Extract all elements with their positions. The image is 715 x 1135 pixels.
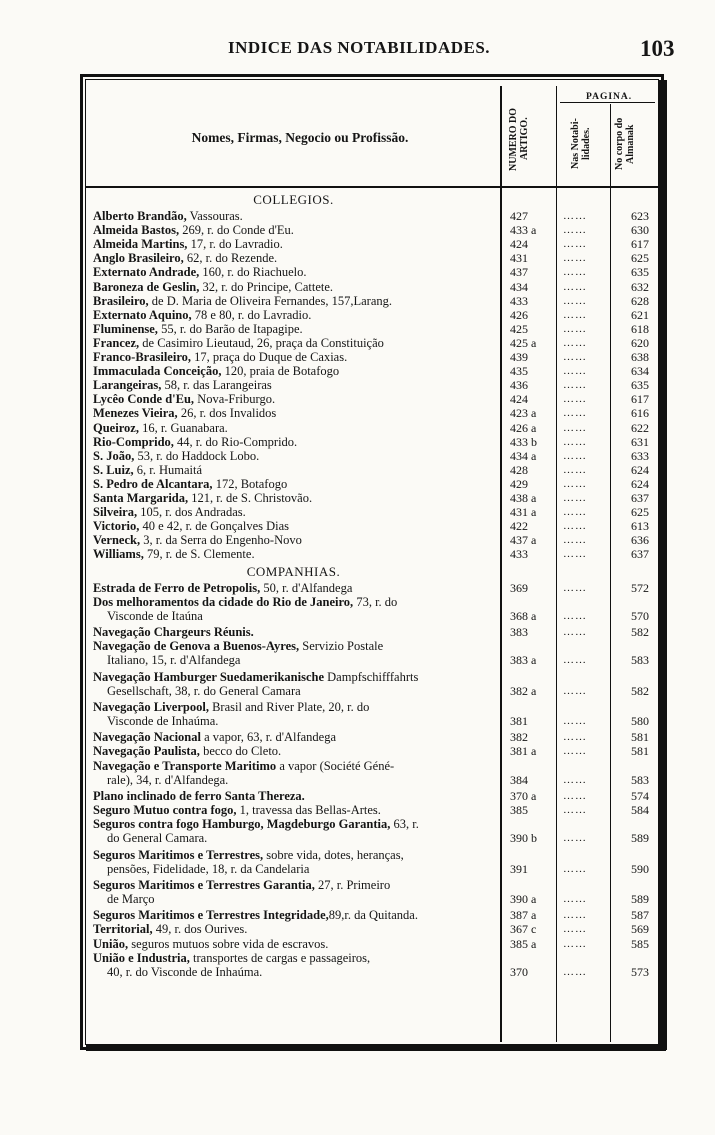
entry-detail: 55, r. do Barão de Itapagipe. <box>157 321 303 336</box>
almanak-page: 625 <box>631 251 649 266</box>
entry-name: Fluminense, <box>93 321 158 336</box>
almanak-page: 634 <box>631 364 649 379</box>
entry-detail: 121, r. de S. Christovão. <box>188 491 313 505</box>
entry-text <box>93 951 497 965</box>
almanak-page: 580 <box>631 714 649 728</box>
artigo-number: 424 <box>510 237 528 252</box>
artigo-number: 385 a <box>510 936 537 951</box>
entry-detail: 16, r. Guanabara. <box>138 420 228 435</box>
almanak-page: 573 <box>631 964 649 979</box>
leader-dots: …… <box>563 435 587 448</box>
leader-dots: …… <box>563 421 587 434</box>
almanak-page: 637 <box>631 547 649 562</box>
leader-dots: …… <box>563 654 587 667</box>
column-heading-pagina: PAGINA. <box>586 92 633 102</box>
entry-text <box>93 759 497 773</box>
entry-name: Lycêo Conde d'Eu, <box>93 392 195 407</box>
almanak-page: 633 <box>631 448 649 463</box>
column-divider-names <box>500 86 502 1042</box>
entry-name: Verneck, <box>93 533 141 548</box>
almanak-page: 581 <box>631 744 649 759</box>
entry-name: Francez, <box>93 335 140 350</box>
column-heading-almanak: No corpo do Almanak <box>614 117 636 171</box>
artigo-number: 431 a <box>510 505 537 520</box>
entry-name: Navegação Chargeurs Réunis. <box>93 625 254 639</box>
entry-text <box>93 700 497 714</box>
leader-dots: …… <box>563 224 587 237</box>
entry-name: Williams, <box>93 547 144 562</box>
entry-detail: 50, r. d'Alfandega <box>260 580 353 595</box>
artigo-number: 437 <box>510 265 528 280</box>
artigo-number: 387 a <box>510 908 537 923</box>
entry-name: Navegação Liverpool, <box>93 699 209 714</box>
entry-text <box>93 670 497 684</box>
artigo-number: 383 <box>510 625 528 639</box>
leader-dots: …… <box>563 407 587 420</box>
entry-name: S. Pedro de Alcantara, <box>93 476 213 491</box>
frame-shadow-right <box>658 80 667 1050</box>
leader-dots: …… <box>563 379 587 392</box>
leader-dots: …… <box>563 336 587 349</box>
entry-name: Externato Aquino, <box>93 307 192 322</box>
leader-dots: …… <box>563 715 587 727</box>
entry-detail: 73, r. do <box>353 594 398 609</box>
entry-text <box>93 908 497 922</box>
leader-dots: …… <box>563 937 587 950</box>
entry-text <box>93 209 497 223</box>
artigo-number: 422 <box>510 519 528 534</box>
entry-name: Queiroz, <box>93 420 139 435</box>
entry-text <box>93 744 497 758</box>
entry-detail: 89,r. da Quitanda. <box>328 908 418 923</box>
entry-detail: 172, Botafogo <box>212 476 288 491</box>
entry-text <box>93 350 497 364</box>
artigo-number: 370 <box>510 964 528 979</box>
entry-name: Navegação de Genova a Buenos-Ayres, <box>93 639 300 654</box>
artigo-number: 427 <box>510 209 528 223</box>
artigo-number: 433 <box>510 547 528 562</box>
almanak-page: 569 <box>631 922 649 937</box>
artigo-number: 433 b <box>510 434 537 449</box>
almanak-page: 581 <box>631 730 649 745</box>
leader-dots: …… <box>563 322 587 335</box>
entry-detail: 3, r. da Serra do Engenho-Novo <box>140 533 302 548</box>
almanak-page: 590 <box>631 861 649 876</box>
artigo-number: 390 b <box>510 831 537 846</box>
entry-detail: 120, praia de Botafogo <box>221 364 340 379</box>
leader-dots: …… <box>563 832 587 845</box>
entry-text <box>93 817 497 831</box>
entry-name: Navegação Hamburger Suedamerikanische <box>93 669 325 684</box>
almanak-page: 628 <box>631 293 649 308</box>
almanak-page: 589 <box>631 892 649 906</box>
almanak-page: 631 <box>631 434 649 449</box>
artigo-number: 391 <box>510 861 528 876</box>
almanak-page: 572 <box>631 580 649 595</box>
artigo-number: 437 a <box>510 533 537 548</box>
entry-detail: 58, r. das Larangeiras <box>161 378 272 393</box>
almanak-page: 574 <box>631 788 649 803</box>
artigo-number: 424 <box>510 392 528 407</box>
pagina-rule <box>560 102 655 103</box>
leader-dots: …… <box>563 862 587 875</box>
entry-text <box>93 251 497 265</box>
entry-detail: Vassouras. <box>186 209 243 223</box>
leader-dots: …… <box>563 520 587 533</box>
entry-name: Estrada de Ferro de Petropolis, <box>93 580 261 595</box>
entry-text <box>93 477 497 491</box>
entry-detail: Brasil and River Plate, 20, r. do <box>208 699 370 714</box>
leader-dots: …… <box>563 238 587 251</box>
almanak-page: 618 <box>631 321 649 336</box>
almanak-page: 587 <box>631 908 649 923</box>
leader-dots: …… <box>563 731 587 744</box>
leader-dots: …… <box>563 893 587 905</box>
entry-text <box>93 392 497 406</box>
entry-name: Alberto Brandão, <box>93 209 187 223</box>
entry-detail: 17, praça do Duque de Caxias. <box>191 350 348 364</box>
entry-text <box>93 378 497 392</box>
entry-name: Anglo Brasileiro, <box>93 251 184 266</box>
leader-dots: …… <box>563 351 587 363</box>
entry-text <box>93 265 497 279</box>
artigo-number: 426 a <box>510 420 537 435</box>
artigo-number: 382 <box>510 730 528 745</box>
artigo-number: 390 a <box>510 892 537 906</box>
artigo-number: 382 a <box>510 683 537 698</box>
entry-name: Baroneza de Geslin, <box>93 279 200 294</box>
almanak-page: 616 <box>631 406 649 421</box>
entry-text <box>93 922 497 936</box>
entry-name: Silveira, <box>93 505 138 520</box>
entry-text <box>93 581 497 595</box>
almanak-page: 636 <box>631 533 649 548</box>
entry-detail: 78 e 80, r. do Lavradio. <box>191 307 312 322</box>
entry-name: Dos melhoramentos da cidade do Rio de Janeiro, <box>93 594 354 609</box>
artigo-number: 425 a <box>510 335 537 350</box>
entry-text <box>93 237 497 251</box>
almanak-page: 617 <box>631 237 649 252</box>
almanak-page: 632 <box>631 279 649 294</box>
leader-dots: …… <box>563 909 587 922</box>
entry-name: Seguros contra fogo Hamburgo, Magdeburgo Garantia, <box>93 817 391 832</box>
entry-detail: 53, r. do Haddock Lobo. <box>134 448 260 463</box>
leader-dots: …… <box>563 210 587 222</box>
entry-continuation: de Março <box>107 892 155 906</box>
almanak-page: 637 <box>631 491 649 505</box>
artigo-number: 434 a <box>510 448 537 463</box>
entry-text <box>93 294 497 308</box>
almanak-page: 585 <box>631 936 649 951</box>
entry-text <box>93 336 497 350</box>
entry-detail: 44, r. do Rio-Comprido. <box>173 434 298 449</box>
entry-text <box>93 491 497 505</box>
entry-text <box>93 803 497 817</box>
almanak-page: 638 <box>631 350 649 364</box>
almanak-page: 584 <box>631 803 649 817</box>
entry-text <box>93 223 497 237</box>
entry-detail: a vapor, 63, r. d'Alfandega <box>200 730 337 745</box>
artigo-number: 433 a <box>510 223 537 238</box>
entry-detail: 160, r. do Riachuelo. <box>199 265 307 280</box>
almanak-page: 589 <box>631 831 649 846</box>
entry-detail: 62, r. do Rezende. <box>183 251 278 266</box>
artigo-number: 383 a <box>510 653 537 668</box>
entry-text <box>93 625 497 639</box>
section-title: COMPANHIAS. <box>246 563 341 579</box>
artigo-number: 423 a <box>510 406 537 421</box>
frame-shadow-bottom <box>86 1044 666 1051</box>
artigo-number: 434 <box>510 279 528 294</box>
leader-dots: …… <box>563 280 587 293</box>
page-title: INDICE DAS NOTABILIDADES. <box>228 38 491 57</box>
leader-dots: …… <box>563 463 587 476</box>
almanak-page: 624 <box>631 462 649 477</box>
artigo-number: 384 <box>510 772 528 787</box>
almanak-page: 620 <box>631 335 649 350</box>
entry-detail: becco do Cleto. <box>199 744 282 759</box>
entry-continuation: Visconde de Inhaúma. <box>107 714 219 728</box>
almanak-page: 635 <box>631 378 649 393</box>
almanak-page: 625 <box>631 505 649 520</box>
entry-name: Navegação Nacional <box>93 730 201 745</box>
entry-name: Franco-Brasileiro, <box>93 350 192 364</box>
entry-detail: 79, r. de S. Clemente. <box>143 547 255 562</box>
leader-dots: …… <box>563 923 587 936</box>
artigo-number: 436 <box>510 378 528 393</box>
entry-continuation: Italiano, 15, r. d'Alfandega <box>107 653 241 668</box>
entry-name: Seguro Mutuo contra fogo, <box>93 803 237 817</box>
leader-dots: …… <box>563 804 587 816</box>
header-rule <box>86 186 658 188</box>
entry-detail: seguros mutuos sobre vida de escravos. <box>128 936 329 951</box>
entry-detail: 32, r. do Principe, Cattete. <box>199 279 334 294</box>
leader-dots: …… <box>563 393 587 406</box>
entry-name: Almeida Bastos, <box>93 223 180 238</box>
entry-detail: de Casimiro Lieutaud, 26, praça da Constituição <box>139 335 384 350</box>
entry-name: Navegação e Transporte Maritimo <box>93 758 277 773</box>
entry-name: Rio-Comprido, <box>93 434 174 449</box>
almanak-page: 583 <box>631 772 649 787</box>
entry-detail: 17, r. do Lavradio. <box>187 237 283 252</box>
leader-dots: …… <box>563 365 587 378</box>
entry-name: Larangeiras, <box>93 378 162 393</box>
artigo-number: 381 a <box>510 744 537 759</box>
leader-dots: …… <box>563 684 587 697</box>
entry-continuation: do General Camara. <box>107 831 208 846</box>
entry-detail: a vapor (Société Géné- <box>276 758 395 773</box>
entry-detail: 105, r. dos Andradas. <box>137 505 246 520</box>
entry-name: Almeida Martins, <box>93 237 188 252</box>
column-heading-artigo: NUMERO DO ARTIGO. <box>508 107 530 171</box>
entry-name: Brasileiro, <box>93 293 149 308</box>
entry-name: Externato Andrade, <box>93 265 200 280</box>
entry-text <box>93 547 497 561</box>
entry-detail: 49, r. dos Ourives. <box>152 922 248 937</box>
almanak-page: 617 <box>631 392 649 407</box>
entry-text <box>93 937 497 951</box>
column-divider-pagina <box>610 104 611 1042</box>
running-head <box>0 36 715 66</box>
artigo-number: 428 <box>510 462 528 477</box>
entry-name: S. Luiz, <box>93 462 134 477</box>
entry-detail: sobre vida, dotes, heranças, <box>263 847 404 862</box>
artigo-number: 431 <box>510 251 528 266</box>
leader-dots: …… <box>563 745 587 758</box>
leader-dots: …… <box>563 308 587 321</box>
entry-text <box>93 421 497 435</box>
artigo-number: 425 <box>510 321 528 336</box>
entry-text <box>93 322 497 336</box>
entry-text <box>93 505 497 519</box>
leader-dots: …… <box>563 965 587 978</box>
entry-detail: Servizio Postale <box>299 639 384 654</box>
page-number: 103 <box>640 36 675 61</box>
entry-detail: Dampfschifffahrts <box>324 669 419 684</box>
entry-text <box>93 848 497 862</box>
leader-dots: …… <box>563 449 587 462</box>
section-title: COLLEGIOS. <box>253 192 334 207</box>
almanak-page: 570 <box>631 608 649 623</box>
artigo-number: 435 <box>510 364 528 379</box>
artigo-number: 433 <box>510 293 528 308</box>
artigo-number: 369 <box>510 580 528 595</box>
artigo-number: 429 <box>510 476 528 491</box>
almanak-page: 582 <box>631 683 649 698</box>
column-divider-artigo <box>556 86 557 1042</box>
entry-continuation: Visconde de Itaúna <box>107 608 203 623</box>
artigo-number: 368 a <box>510 608 537 623</box>
entry-text <box>93 878 497 892</box>
entry-name: Victorio, <box>93 519 140 534</box>
entry-name: União, <box>93 936 129 951</box>
leader-dots: …… <box>563 581 587 594</box>
entry-text <box>93 280 497 294</box>
entry-detail: Nova-Friburgo. <box>194 392 276 407</box>
almanak-page: 582 <box>631 625 649 639</box>
entry-text <box>93 519 497 533</box>
entry-name: S. João, <box>93 448 135 463</box>
entry-detail: transportes de cargas e passageiros, <box>189 950 371 965</box>
leader-dots: …… <box>563 626 587 638</box>
entry-continuation: Gesellschaft, 38, r. do General Camara <box>107 683 301 698</box>
leader-dots: …… <box>563 534 587 547</box>
artigo-number: 426 <box>510 307 528 322</box>
entry-name: Territorial, <box>93 922 153 937</box>
entry-name: Seguros Maritimos e Terrestres Integridade, <box>93 908 329 923</box>
column-heading-notabilidades: Nas Notabi- lidades. <box>570 118 592 170</box>
leader-dots: …… <box>563 789 587 802</box>
entry-detail: 269, r. do Conde d'Eu. <box>179 223 294 238</box>
almanak-page: 630 <box>631 223 649 238</box>
column-heading-names: Nomes, Firmas, Negocio ou Profissão. <box>191 130 409 145</box>
leader-dots: …… <box>563 252 587 265</box>
almanak-page: 621 <box>631 307 649 322</box>
artigo-number: 367 c <box>510 922 537 937</box>
entry-text <box>93 595 497 609</box>
entry-name: Navegação Paulista, <box>93 744 200 759</box>
leader-dots: …… <box>563 773 587 786</box>
entry-continuation: pensões, Fidelidade, 18, r. da Candelaria <box>107 861 310 876</box>
leader-dots: …… <box>563 548 587 561</box>
entry-text <box>93 435 497 449</box>
leader-dots: …… <box>563 266 587 279</box>
entry-detail: 6, r. Humaitá <box>133 462 203 477</box>
entry-text <box>93 533 497 547</box>
almanak-page: 623 <box>631 209 649 223</box>
artigo-number: 438 a <box>510 491 537 505</box>
leader-dots: …… <box>563 506 587 519</box>
entry-text <box>93 406 497 420</box>
entry-detail: 40 e 42, r. de Gonçalves Dias <box>139 519 290 534</box>
leader-dots: …… <box>563 609 587 622</box>
entry-detail: 27, r. Primeiro <box>314 877 391 892</box>
entry-text <box>93 639 497 653</box>
entry-text <box>93 308 497 322</box>
entry-continuation: rale), 34, r. d'Alfandega. <box>107 772 229 787</box>
artigo-number: 381 <box>510 714 528 728</box>
entry-name: Santa Margarida, <box>93 491 189 505</box>
almanak-page: 583 <box>631 653 649 668</box>
almanak-page: 613 <box>631 519 649 534</box>
leader-dots: …… <box>563 492 587 504</box>
almanak-page: 622 <box>631 420 649 435</box>
entry-text <box>93 449 497 463</box>
almanak-page: 635 <box>631 265 649 280</box>
entry-name: Menezes Vieira, <box>93 406 178 421</box>
entry-detail: 63, r. <box>390 817 419 832</box>
entry-text <box>93 463 497 477</box>
leader-dots: …… <box>563 294 587 307</box>
artigo-number: 370 a <box>510 788 537 803</box>
artigo-number: 439 <box>510 350 528 364</box>
almanak-page: 624 <box>631 476 649 491</box>
leader-dots: …… <box>563 477 587 490</box>
entry-name: Immaculada Conceição, <box>93 364 222 379</box>
artigo-number: 385 <box>510 803 528 817</box>
entry-detail: de D. Maria de Oliveira Fernandes, 157,Larang. <box>148 293 392 308</box>
entry-continuation: 40, r. do Visconde de Inhaúma. <box>107 964 263 979</box>
entry-text <box>93 730 497 744</box>
entry-name: União e Industria, <box>93 950 190 965</box>
entry-text <box>93 789 497 803</box>
entry-name: Plano inclinado de ferro Santa Thereza. <box>93 788 305 803</box>
entry-detail: 26, r. dos Invalidos <box>177 406 277 421</box>
entry-name: Seguros Maritimos e Terrestres Garantia, <box>93 877 315 892</box>
entry-text <box>93 364 497 378</box>
entry-name: Seguros Maritimos e Terrestres, <box>93 847 264 862</box>
entry-detail: 1, travessa das Bellas-Artes. <box>236 803 381 817</box>
